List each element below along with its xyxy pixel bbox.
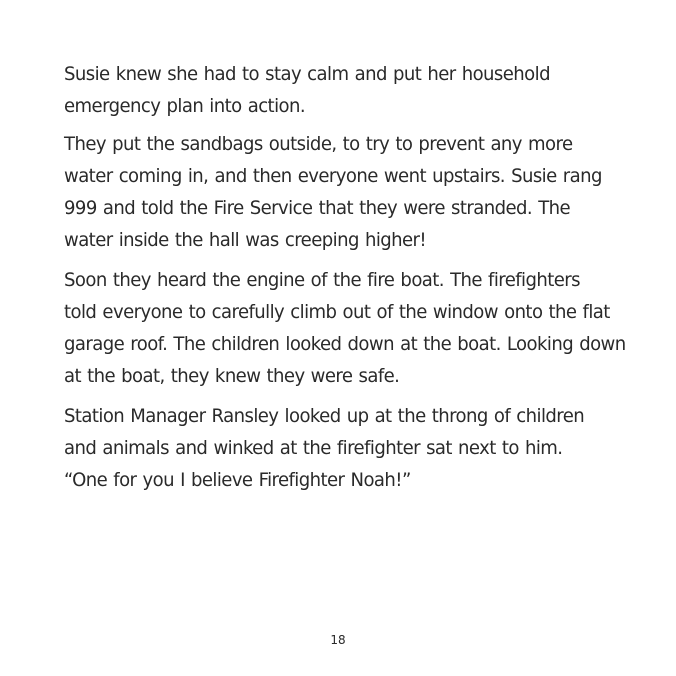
text-line: water coming in, and then everyone went upstairs. Susie rang — [64, 165, 602, 187]
text-line: told everyone to carefully climb out of the window onto the flat — [64, 301, 610, 323]
text-line: Soon they heard the engine of the fire boat. The firefighters — [64, 269, 580, 291]
text-line: “One for you I believe Firefighter Noah!” — [64, 469, 411, 491]
paragraph-station-manager — [64, 400, 664, 496]
paragraph-household-plan — [64, 58, 664, 122]
text-line: 999 and told the Fire Service that they were stranded. The — [64, 197, 571, 219]
text-line: garage roof. The children looked down at the boat. Looking down — [64, 333, 626, 355]
text-line: at the boat, they knew they were safe. — [64, 365, 400, 387]
text-line: They put the sandbags outside, to try to prevent any more — [64, 133, 573, 155]
text-line: emergency plan into action. — [64, 95, 306, 117]
paragraph-fire-boat — [64, 264, 664, 392]
page-number: 18 — [330, 633, 346, 647]
text-line: Station Manager Ransley looked up at the throng of children — [64, 405, 585, 427]
story-text — [64, 58, 664, 502]
paragraph-sandbags — [64, 128, 664, 256]
text-line: water inside the hall was creeping higher! — [64, 229, 427, 251]
text-line: Susie knew she had to stay calm and put her household — [64, 63, 550, 85]
text-line: and animals and winked at the firefighter sat next to him. — [64, 437, 563, 459]
